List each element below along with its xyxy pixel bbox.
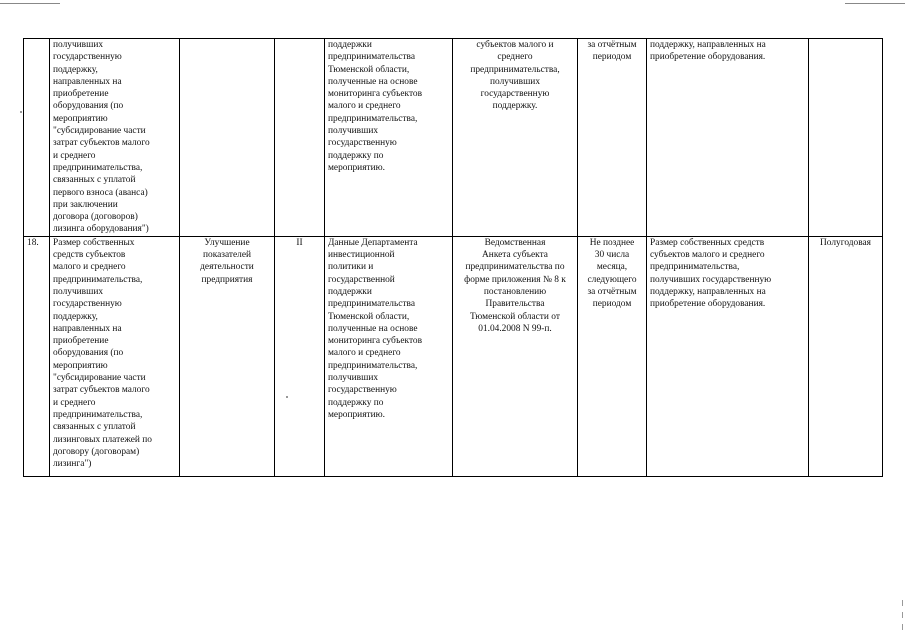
reporting-form-cell: субъектов малого и среднего предпринимательства, получивших государственную поддержку. — [453, 39, 578, 237]
row-number-cell: 18. — [24, 236, 50, 476]
indicator-table — [23, 38, 883, 477]
calculation-cell: поддержку, направленных на приобретение оборудования. — [647, 39, 809, 237]
scan-speck — [20, 111, 22, 113]
level-cell — [275, 39, 325, 237]
goal-cell: Улучшение показателей деятельности предприятия — [180, 236, 275, 476]
indicator-name-cell: получивших государственную поддержку, направленных на приобретение оборудования (по мероприятию "субсидирование части затрат субъектов малого и среднего предпринимательства, связанных с уплатой первого взноса (аванса) при заключении договора (договоров) лизинга оборудования") — [50, 39, 180, 237]
table-row-continuation — [24, 39, 883, 237]
indicator-name-cell: Размер собственных средств субъектов малого и среднего предпринимательства, получивших государственную поддержку, направленных на приобретение оборудования (по мероприятию "субсидирование части затрат субъектов малого и среднего предпринимательства, связанных с уплатой лизинговых платежей по договору (договорам) лизинга") — [50, 236, 180, 476]
periodicity-cell: Полугодовая — [809, 236, 883, 476]
table-row-18 — [24, 236, 883, 476]
scan-top-edge-left — [0, 3, 60, 4]
row-number-cell — [24, 39, 50, 237]
data-source-cell: Данные Департамента инвестиционной политики и государственной поддержки предпринимательства Тюменской области, полученные на основе мониторинга субъектов малого и среднего предпринимательства, получивших государственную поддержку по мероприятию. — [325, 236, 453, 476]
scan-speck — [286, 396, 288, 398]
calculation-cell: Размер собственных средств субъектов малого и среднего предпринимательства, получивших государственную поддержку, направленных на приобретение оборудования. — [647, 236, 809, 476]
periodicity-cell — [809, 39, 883, 237]
goal-cell — [180, 39, 275, 237]
scan-artifact-mark — [902, 612, 903, 618]
scan-top-edge-right — [845, 3, 905, 4]
data-source-cell: поддержки предпринимательства Тюменской области, полученные на основе мониторинга субъектов малого и среднего предпринимательства, получивших государственную поддержку по мероприятию. — [325, 39, 453, 237]
level-cell: II — [275, 236, 325, 476]
scan-artifact-mark — [902, 624, 903, 630]
scan-artifact-mark — [902, 600, 903, 606]
deadline-cell: за отчётным периодом — [578, 39, 647, 237]
reporting-form-cell: Ведомственная Анкета субъекта предпринимательства по форме приложения № 8 к постановлению Правительства Тюменской области от 01.04.2008 N 99-п. — [453, 236, 578, 476]
deadline-cell: Не позднее 30 числа месяца, следующего за отчётным периодом — [578, 236, 647, 476]
